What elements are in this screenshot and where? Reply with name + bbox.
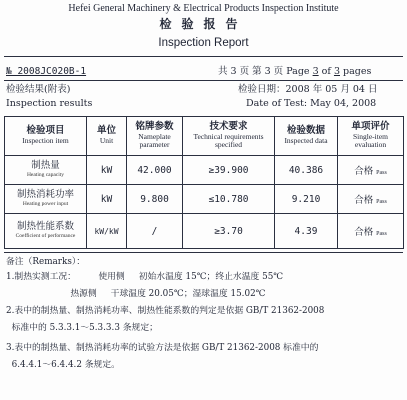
cell-nameplate: / bbox=[127, 214, 183, 249]
header-cn: 检验项目 bbox=[26, 125, 65, 137]
remarks-title: 备注（Remarks）： bbox=[6, 257, 86, 267]
header-cn: 技术要求 bbox=[209, 121, 248, 133]
meta-divider bbox=[4, 80, 403, 81]
header-cn: 单位 bbox=[96, 125, 116, 137]
inspection-results-table bbox=[4, 116, 404, 249]
pages-en-of: of bbox=[321, 66, 331, 77]
eval-cn: 合格 bbox=[354, 166, 374, 177]
header-cn: 铭牌参数 bbox=[135, 121, 174, 133]
cell-evaluation bbox=[338, 214, 404, 249]
cell-nameplate: 42.000 bbox=[127, 156, 183, 185]
cell-unit: kW bbox=[87, 185, 127, 214]
table-row bbox=[5, 156, 404, 185]
item-en: Heating capacity bbox=[26, 172, 65, 179]
cell-requirement: ≤10.780 bbox=[183, 185, 275, 214]
page-total: 3 bbox=[333, 66, 340, 77]
item-cn: 制热消耗功率 bbox=[16, 189, 74, 201]
header-en: Nameplate parameter bbox=[138, 131, 171, 150]
test-date-en: Date of Test: May 04, 2008 bbox=[246, 98, 377, 109]
title-divider bbox=[4, 56, 403, 57]
cell-unit: kW bbox=[87, 156, 127, 185]
eval-en: Pass bbox=[376, 231, 387, 237]
cell-data: 9.210 bbox=[275, 185, 338, 214]
remark-line: 6.4.4.1～6.4.4.2 条规定。 bbox=[6, 360, 120, 370]
cell-nameplate: 9.800 bbox=[127, 185, 183, 214]
eval-cn: 合格 bbox=[354, 195, 374, 206]
header-en: Unit bbox=[99, 135, 114, 145]
header-nameplate bbox=[127, 117, 183, 156]
item-en: Heating power input bbox=[22, 201, 69, 208]
cell-item bbox=[5, 156, 87, 185]
header-requirements bbox=[183, 117, 275, 156]
eval-en: Pass bbox=[376, 170, 387, 176]
results-label-en: Inspection results bbox=[6, 98, 93, 109]
pages-en-prefix: Page bbox=[286, 66, 310, 77]
remark-line: 标准中的 5.3.3.1～5.3.3.3 条规定； bbox=[6, 323, 158, 333]
header-evaluation bbox=[338, 117, 404, 156]
eval-cn: 合格 bbox=[354, 227, 374, 238]
header-cn: 检验数据 bbox=[286, 125, 325, 137]
item-en: Coefficient of performance bbox=[15, 233, 76, 240]
report-title-cn: 检验报告 bbox=[159, 17, 248, 31]
institute-name: Hefei General Machinery & Electrical Products Inspection Institute bbox=[68, 3, 339, 14]
cell-evaluation bbox=[338, 156, 404, 185]
header-en: Technical requirements specified bbox=[193, 131, 264, 150]
header-en: Single-item evaluation bbox=[353, 131, 388, 150]
table-row bbox=[5, 185, 404, 214]
cell-item bbox=[5, 214, 87, 249]
remark-line: 3.表中的制热量、制热消耗功率的试验方法是依据 GB/T 21362-2008 标准中的 bbox=[6, 343, 319, 353]
results-label-cn: 检验结果(附表) bbox=[6, 84, 71, 95]
table-bottom-divider bbox=[4, 252, 403, 253]
test-date-cn: 检验日期：2008 年 05 月 04 日 bbox=[238, 84, 378, 95]
cell-data: 4.39 bbox=[275, 214, 338, 249]
remark-line: 2.表中的制热量、制热消耗功率、制热性能系数的判定是依据 GB/T 21362-2008 bbox=[6, 306, 325, 316]
remark-line: 1.制热实测工况： 使用侧 初始水温度 15℃；终止水温度 55℃ bbox=[6, 272, 284, 282]
cell-data: 40.386 bbox=[275, 156, 338, 185]
cell-unit: kW/kW bbox=[87, 214, 127, 249]
cell-item bbox=[5, 185, 87, 214]
page-indicator bbox=[218, 67, 371, 77]
header-en: Inspection item bbox=[22, 135, 69, 145]
header-cn: 单项评价 bbox=[351, 121, 390, 133]
page-current: 3 bbox=[312, 66, 319, 77]
report-title-en: Inspection Report bbox=[158, 37, 249, 49]
item-cn: 制热性能系数 bbox=[16, 221, 74, 233]
header-inspected-data bbox=[275, 117, 338, 156]
report-number: № 2008JC020B-1 bbox=[6, 66, 87, 77]
header-unit bbox=[87, 117, 127, 156]
remark-line: 热源侧 干球温度 20.05℃；湿球温度 15.02℃ bbox=[6, 289, 266, 299]
header-en: Inspected data bbox=[284, 135, 328, 145]
table-header-row bbox=[5, 117, 404, 156]
pages-cn: 共 3 页 第 3 页 bbox=[218, 66, 284, 77]
pages-en-suffix: pages bbox=[343, 66, 372, 77]
table-row bbox=[5, 214, 404, 249]
eval-en: Pass bbox=[376, 199, 387, 205]
cell-requirement: ≥3.70 bbox=[183, 214, 275, 249]
item-cn: 制热量 bbox=[31, 160, 60, 172]
cell-evaluation bbox=[338, 185, 404, 214]
header-inspection-item bbox=[5, 117, 87, 156]
cell-requirement: ≥39.900 bbox=[183, 156, 275, 185]
